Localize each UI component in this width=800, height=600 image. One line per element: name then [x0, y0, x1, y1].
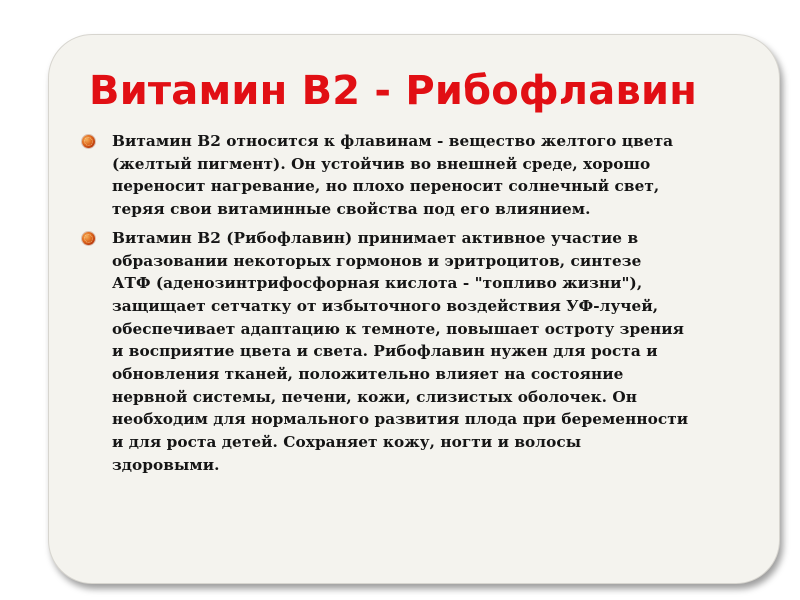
bullet-text-functions: Витамин В2 (Рибофлавин) принимает активное участие в образовании некоторых гормонов и эритроцитов, синтезе АТФ (аденозинтрифосфорная кислота - "топливо жизни"), защищает сетчатку от избыточного воздействия УФ-лучей, обеспечивает адаптацию к темноте, повышает остроту зрения и восприятие цвета и света. Рибофлавин нужен для роста и обновления тканей, положительно влияет на состояние нервной системы, печени, кожи, слизистых оболочек. Он необходим для нормального развития плода при беременности и для роста детей. Сохраняет кожу, ногти и волосы здоровыми. [112, 228, 689, 474]
bullet-item-properties [82, 130, 762, 221]
bullet-item-functions [82, 227, 762, 477]
slide-title: Витамин В2 - Рибофлавин [89, 68, 698, 114]
bullet-list [82, 130, 762, 483]
bullet-text-properties: Витамин В2 относится к флавинам - вещество желтого цвета (желтый пигмент). Он устойчив во внешней среде, хорошо переносит нагревание, но плохо переносит солнечный свет, теряя свои витаминные свойства под его влиянием. [112, 132, 674, 219]
orange-bullet-icon [82, 232, 95, 245]
orange-bullet-icon [82, 135, 95, 148]
